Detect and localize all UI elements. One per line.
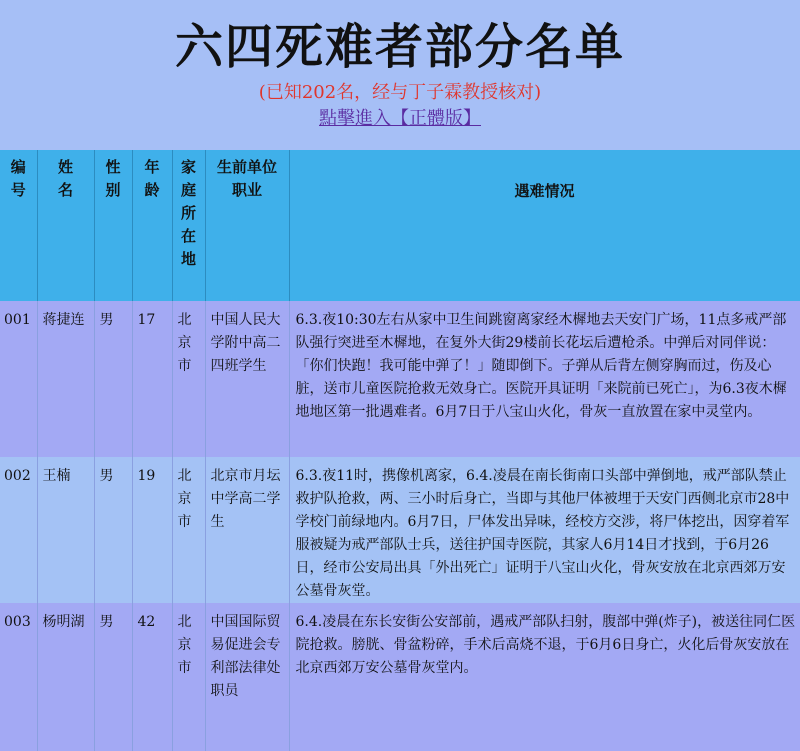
- cell-name: 蒋捷连: [37, 301, 94, 457]
- cell-gender: 男: [94, 301, 132, 457]
- cell-age: 19: [132, 457, 172, 603]
- header-age: 年龄: [132, 150, 172, 301]
- cell-name: 王楠: [37, 457, 94, 603]
- table-row: [0, 301, 800, 457]
- traditional-version-link[interactable]: 點擊進入【正體版】: [319, 108, 481, 129]
- cell-workplace: 中国人民大学附中高二四班学生: [205, 301, 289, 457]
- table-row: [0, 457, 800, 603]
- cell-number: 003: [0, 603, 37, 751]
- cell-gender: 男: [94, 603, 132, 751]
- page-header: [0, 0, 800, 150]
- header-name: 姓名: [37, 150, 94, 301]
- page-subtitle: (已知202名，经与丁子霖教授核对): [258, 82, 542, 103]
- header-gender: 性别: [94, 150, 132, 301]
- cell-name: 杨明湖: [37, 603, 94, 751]
- cell-circumstances: 6.4.凌晨在东长安街公安部前，遇戒严部队扫射，腹部中弹(炸子)，被送往同仁医院抢救。膀胱、骨盆粉碎，手术后高烧不退，于6月6日身亡，火化后骨灰安放在北京西郊万安公墓骨灰堂内。: [289, 603, 800, 751]
- cell-number: 001: [0, 301, 37, 457]
- cell-age: 42: [132, 603, 172, 751]
- cell-number: 002: [0, 457, 37, 603]
- header-number: 编号: [0, 150, 37, 301]
- cell-gender: 男: [94, 457, 132, 603]
- victims-table: [0, 150, 800, 751]
- header-workplace: 生前单位职业: [205, 150, 289, 301]
- cell-location: 北京市: [172, 457, 205, 603]
- cell-circumstances: 6.3.夜11时，携像机离家，6.4.凌晨在南长街南口头部中弹倒地，戒严部队禁止救护队抢救，两、三小时后身亡，当即与其他尸体被埋于天安门西侧北京市28中学校门前绿地内。6月7日，尸体发出异味，经校方交涉，将尸体挖出，因穿着军服被疑为戒严部队士兵，送往护国寺医院，其家人6月14日才找到，于6月26日，经市公安局出具「外出死亡」证明于八宝山火化，骨灰安放在北京西郊万安公墓骨灰堂。: [289, 457, 800, 603]
- header-location: 家庭所在地: [172, 150, 205, 301]
- table-header-row: [0, 150, 800, 301]
- cell-workplace: 北京市月坛中学高二学生: [205, 457, 289, 603]
- cell-location: 北京市: [172, 301, 205, 457]
- header-circumstances: 遇难情况: [289, 150, 800, 301]
- page-title: 六四死难者部分名单: [174, 19, 625, 75]
- cell-location: 北京市: [172, 603, 205, 751]
- cell-workplace: 中国国际贸易促进会专利部法律处职员: [205, 603, 289, 751]
- cell-age: 17: [132, 301, 172, 457]
- cell-circumstances: 6.3.夜10:30左右从家中卫生间跳窗离家经木樨地去天安门广场，11点多戒严部队强行突进至木樨地，在复外大街29楼前长花坛后遭枪杀。中弹后对同伴说：「你们快跑！我可能中弹了！」随即倒下。子弹从后背左侧穿胸而过，伤及心脏，送市儿童医院抢救无效身亡。医院开具证明「来院前已死亡」，为6.3夜木樨地地区第一批遇难者。6月7日于八宝山火化，骨灰一直放置在家中灵堂内。: [289, 301, 800, 457]
- table-row: [0, 603, 800, 751]
